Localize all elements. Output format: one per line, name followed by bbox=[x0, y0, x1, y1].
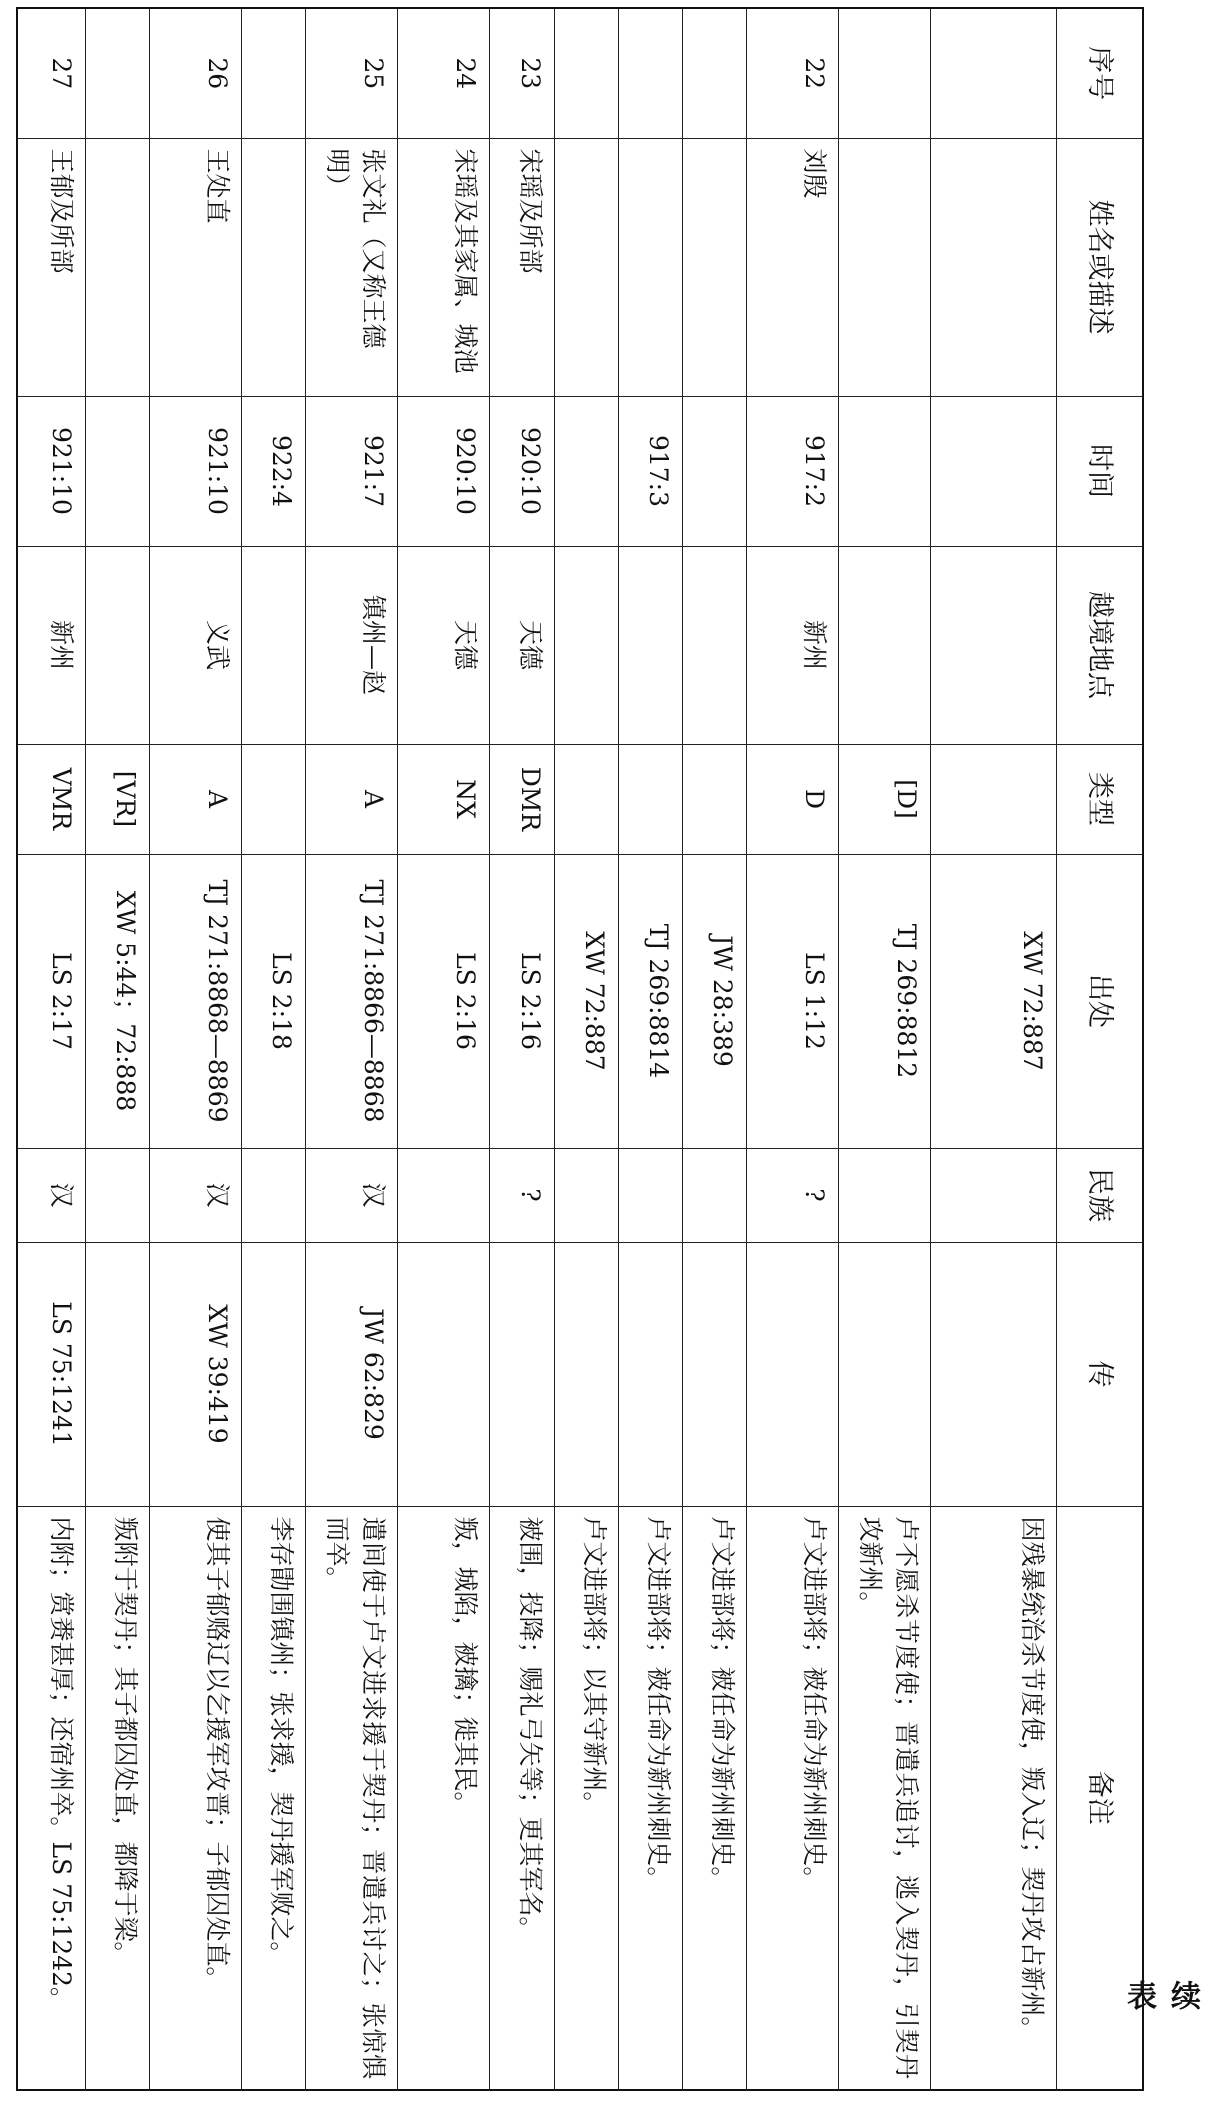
cell-note: 卢不愿杀节度使；晋遣兵追讨，逃入契丹，引契丹攻新州。 bbox=[839, 1506, 931, 2090]
cell-time: 917:2 bbox=[747, 396, 839, 546]
cell-biography bbox=[683, 1242, 747, 1506]
cell-time: 917:3 bbox=[618, 396, 682, 546]
cell-place bbox=[618, 546, 682, 744]
header-time: 时间 bbox=[1057, 396, 1143, 546]
header-source: 出处 bbox=[1057, 854, 1143, 1148]
cell-no: 23 bbox=[490, 8, 554, 138]
cell-type: A bbox=[150, 744, 242, 854]
cell-time: 920:10 bbox=[398, 396, 490, 546]
cell-time bbox=[931, 396, 1057, 546]
cell-place bbox=[683, 546, 747, 744]
cell-no: 24 bbox=[398, 8, 490, 138]
cell-biography bbox=[86, 1242, 150, 1506]
cell-time bbox=[86, 396, 150, 546]
cell-biography bbox=[398, 1242, 490, 1506]
cross-border-table bbox=[16, 7, 1144, 2091]
cell-place: 义武 bbox=[150, 546, 242, 744]
cell-note: 因残暴统治杀节度使，叛入辽；契丹攻占新州。 bbox=[931, 1506, 1057, 2090]
cell-biography bbox=[242, 1242, 306, 1506]
cell-ethnicity bbox=[931, 1148, 1057, 1242]
rotated-table-frame bbox=[16, 7, 1144, 2089]
cell-ethnicity bbox=[618, 1148, 682, 1242]
cell-note: 遣间使于卢文进求援于契丹；晋遣兵讨之；张惊惧而卒。 bbox=[306, 1506, 398, 2090]
header-note: 备注 bbox=[1057, 1506, 1143, 2090]
cell-place: 新州 bbox=[747, 546, 839, 744]
cell-name bbox=[839, 138, 931, 396]
cell-no: 27 bbox=[17, 8, 86, 138]
cell-biography bbox=[490, 1242, 554, 1506]
cell-ethnicity bbox=[398, 1148, 490, 1242]
cell-ethnicity bbox=[554, 1148, 618, 1242]
cell-no: 22 bbox=[747, 8, 839, 138]
cell-name: 王处直 bbox=[150, 138, 242, 396]
cell-ethnicity bbox=[242, 1148, 306, 1242]
table-row bbox=[86, 8, 150, 2090]
cell-type: [VR] bbox=[86, 744, 150, 854]
cell-biography bbox=[839, 1242, 931, 1506]
continued-table-label: 续 表 bbox=[1121, 1980, 1200, 2038]
cell-name: 刘殷 bbox=[747, 138, 839, 396]
cell-source: TJ 269:8814 bbox=[618, 854, 682, 1148]
cell-source: LS 1:12 bbox=[747, 854, 839, 1148]
cell-biography: LS 75:1241 bbox=[17, 1242, 86, 1506]
cell-biography bbox=[554, 1242, 618, 1506]
cell-place bbox=[839, 546, 931, 744]
cell-biography bbox=[618, 1242, 682, 1506]
table-row bbox=[242, 8, 306, 2090]
table-row bbox=[554, 8, 618, 2090]
table-row bbox=[839, 8, 931, 2090]
cell-name: 宋瑶及所部 bbox=[490, 138, 554, 396]
cell-type bbox=[554, 744, 618, 854]
cell-name bbox=[618, 138, 682, 396]
cell-ethnicity: 汉 bbox=[150, 1148, 242, 1242]
cell-name bbox=[931, 138, 1057, 396]
cell-name bbox=[86, 138, 150, 396]
cell-name bbox=[683, 138, 747, 396]
table-row bbox=[747, 8, 839, 2090]
cell-ethnicity bbox=[839, 1148, 931, 1242]
cell-source: LS 2:18 bbox=[242, 854, 306, 1148]
cell-ethnicity: 汉 bbox=[17, 1148, 86, 1242]
cell-time bbox=[683, 396, 747, 546]
cell-name bbox=[242, 138, 306, 396]
cell-no: 25 bbox=[306, 8, 398, 138]
header-type: 类型 bbox=[1057, 744, 1143, 854]
cell-name bbox=[554, 138, 618, 396]
cell-time: 921:10 bbox=[150, 396, 242, 546]
table-row bbox=[150, 8, 242, 2090]
cell-biography bbox=[747, 1242, 839, 1506]
cell-note: 叛，城陷，被擒；徙其民。 bbox=[398, 1506, 490, 2090]
cell-source: XW 5:44；72:888 bbox=[86, 854, 150, 1148]
cell-no bbox=[86, 8, 150, 138]
table-row bbox=[306, 8, 398, 2090]
cell-source: XW 72:887 bbox=[554, 854, 618, 1148]
cell-biography bbox=[931, 1242, 1057, 1506]
cell-type: D bbox=[747, 744, 839, 854]
cell-source: TJ 271:8868—8869 bbox=[150, 854, 242, 1148]
cell-type: A bbox=[306, 744, 398, 854]
cell-time: 920:10 bbox=[490, 396, 554, 546]
cell-name: 宋瑶及其家属、城池 bbox=[398, 138, 490, 396]
cell-time: 922:4 bbox=[242, 396, 306, 546]
cell-place bbox=[554, 546, 618, 744]
cell-place: 天德 bbox=[490, 546, 554, 744]
cell-note: 卢文进部将；被任命为新州刺史。 bbox=[618, 1506, 682, 2090]
cell-source: LS 2:17 bbox=[17, 854, 86, 1148]
table-row bbox=[17, 8, 86, 2090]
cell-type: DMR bbox=[490, 744, 554, 854]
table-row bbox=[683, 8, 747, 2090]
cell-ethnicity: 汉 bbox=[306, 1148, 398, 1242]
cell-type: NX bbox=[398, 744, 490, 854]
cell-place bbox=[86, 546, 150, 744]
cell-time bbox=[839, 396, 931, 546]
cell-source: TJ 269:8812 bbox=[839, 854, 931, 1148]
header-biography: 传 bbox=[1057, 1242, 1143, 1506]
cell-note: 卢文进部将；以其守新州。 bbox=[554, 1506, 618, 2090]
cell-place: 新州 bbox=[17, 546, 86, 744]
cell-note: 李存勖围镇州；张求援，契丹援军败之。 bbox=[242, 1506, 306, 2090]
cell-note: 使其子郁赂辽以乞援军攻晋；子郁囚处直。 bbox=[150, 1506, 242, 2090]
cell-name: 张文礼（又称王德明） bbox=[306, 138, 398, 396]
cell-no bbox=[618, 8, 682, 138]
cell-no: 26 bbox=[150, 8, 242, 138]
cell-ethnicity bbox=[683, 1148, 747, 1242]
cell-no bbox=[931, 8, 1057, 138]
cell-source: TJ 271:8866—8868 bbox=[306, 854, 398, 1148]
cell-place bbox=[242, 546, 306, 744]
cell-no bbox=[554, 8, 618, 138]
cell-source: JW 28:389 bbox=[683, 854, 747, 1148]
table-row bbox=[490, 8, 554, 2090]
cell-no bbox=[683, 8, 747, 138]
cell-type bbox=[683, 744, 747, 854]
cell-ethnicity: ? bbox=[490, 1148, 554, 1242]
header-place: 越境地点 bbox=[1057, 546, 1143, 744]
cell-source: LS 2:16 bbox=[398, 854, 490, 1148]
cell-note: 被围，投降；赐礼弓矢等；更其军名。 bbox=[490, 1506, 554, 2090]
cell-note: 叛附于契丹；其子都囚处直，都降于梁。 bbox=[86, 1506, 150, 2090]
cell-time: 921:10 bbox=[17, 396, 86, 546]
cell-time bbox=[554, 396, 618, 546]
table-row bbox=[931, 8, 1057, 2090]
cell-note: 内附；赏赉甚厚；还宿州卒。LS 75:1242。 bbox=[17, 1506, 86, 2090]
header-ethnicity: 民族 bbox=[1057, 1148, 1143, 1242]
cell-type bbox=[242, 744, 306, 854]
cell-source: XW 72:887 bbox=[931, 854, 1057, 1148]
cell-ethnicity bbox=[86, 1148, 150, 1242]
cell-name: 王郁及所部 bbox=[17, 138, 86, 396]
cell-place: 镇州—赵 bbox=[306, 546, 398, 744]
header-row bbox=[1057, 8, 1143, 2090]
cell-biography: XW 39:419 bbox=[150, 1242, 242, 1506]
table-row bbox=[618, 8, 682, 2090]
header-name: 姓名或描述 bbox=[1057, 138, 1143, 396]
cell-ethnicity: ? bbox=[747, 1148, 839, 1242]
cell-place bbox=[931, 546, 1057, 744]
cell-type: VMR bbox=[17, 744, 86, 854]
cell-note: 卢文进部将；被任命为新州刺史。 bbox=[683, 1506, 747, 2090]
cell-type bbox=[931, 744, 1057, 854]
cell-no bbox=[242, 8, 306, 138]
cell-note: 卢文进部将；被任命为新州刺史。 bbox=[747, 1506, 839, 2090]
cell-place: 天德 bbox=[398, 546, 490, 744]
cell-no bbox=[839, 8, 931, 138]
cell-type: [D] bbox=[839, 744, 931, 854]
cell-source: LS 2:16 bbox=[490, 854, 554, 1148]
table-row bbox=[398, 8, 490, 2090]
cell-biography: JW 62:829 bbox=[306, 1242, 398, 1506]
header-no: 序号 bbox=[1057, 8, 1143, 138]
cell-time: 921:7 bbox=[306, 396, 398, 546]
cell-type bbox=[618, 744, 682, 854]
